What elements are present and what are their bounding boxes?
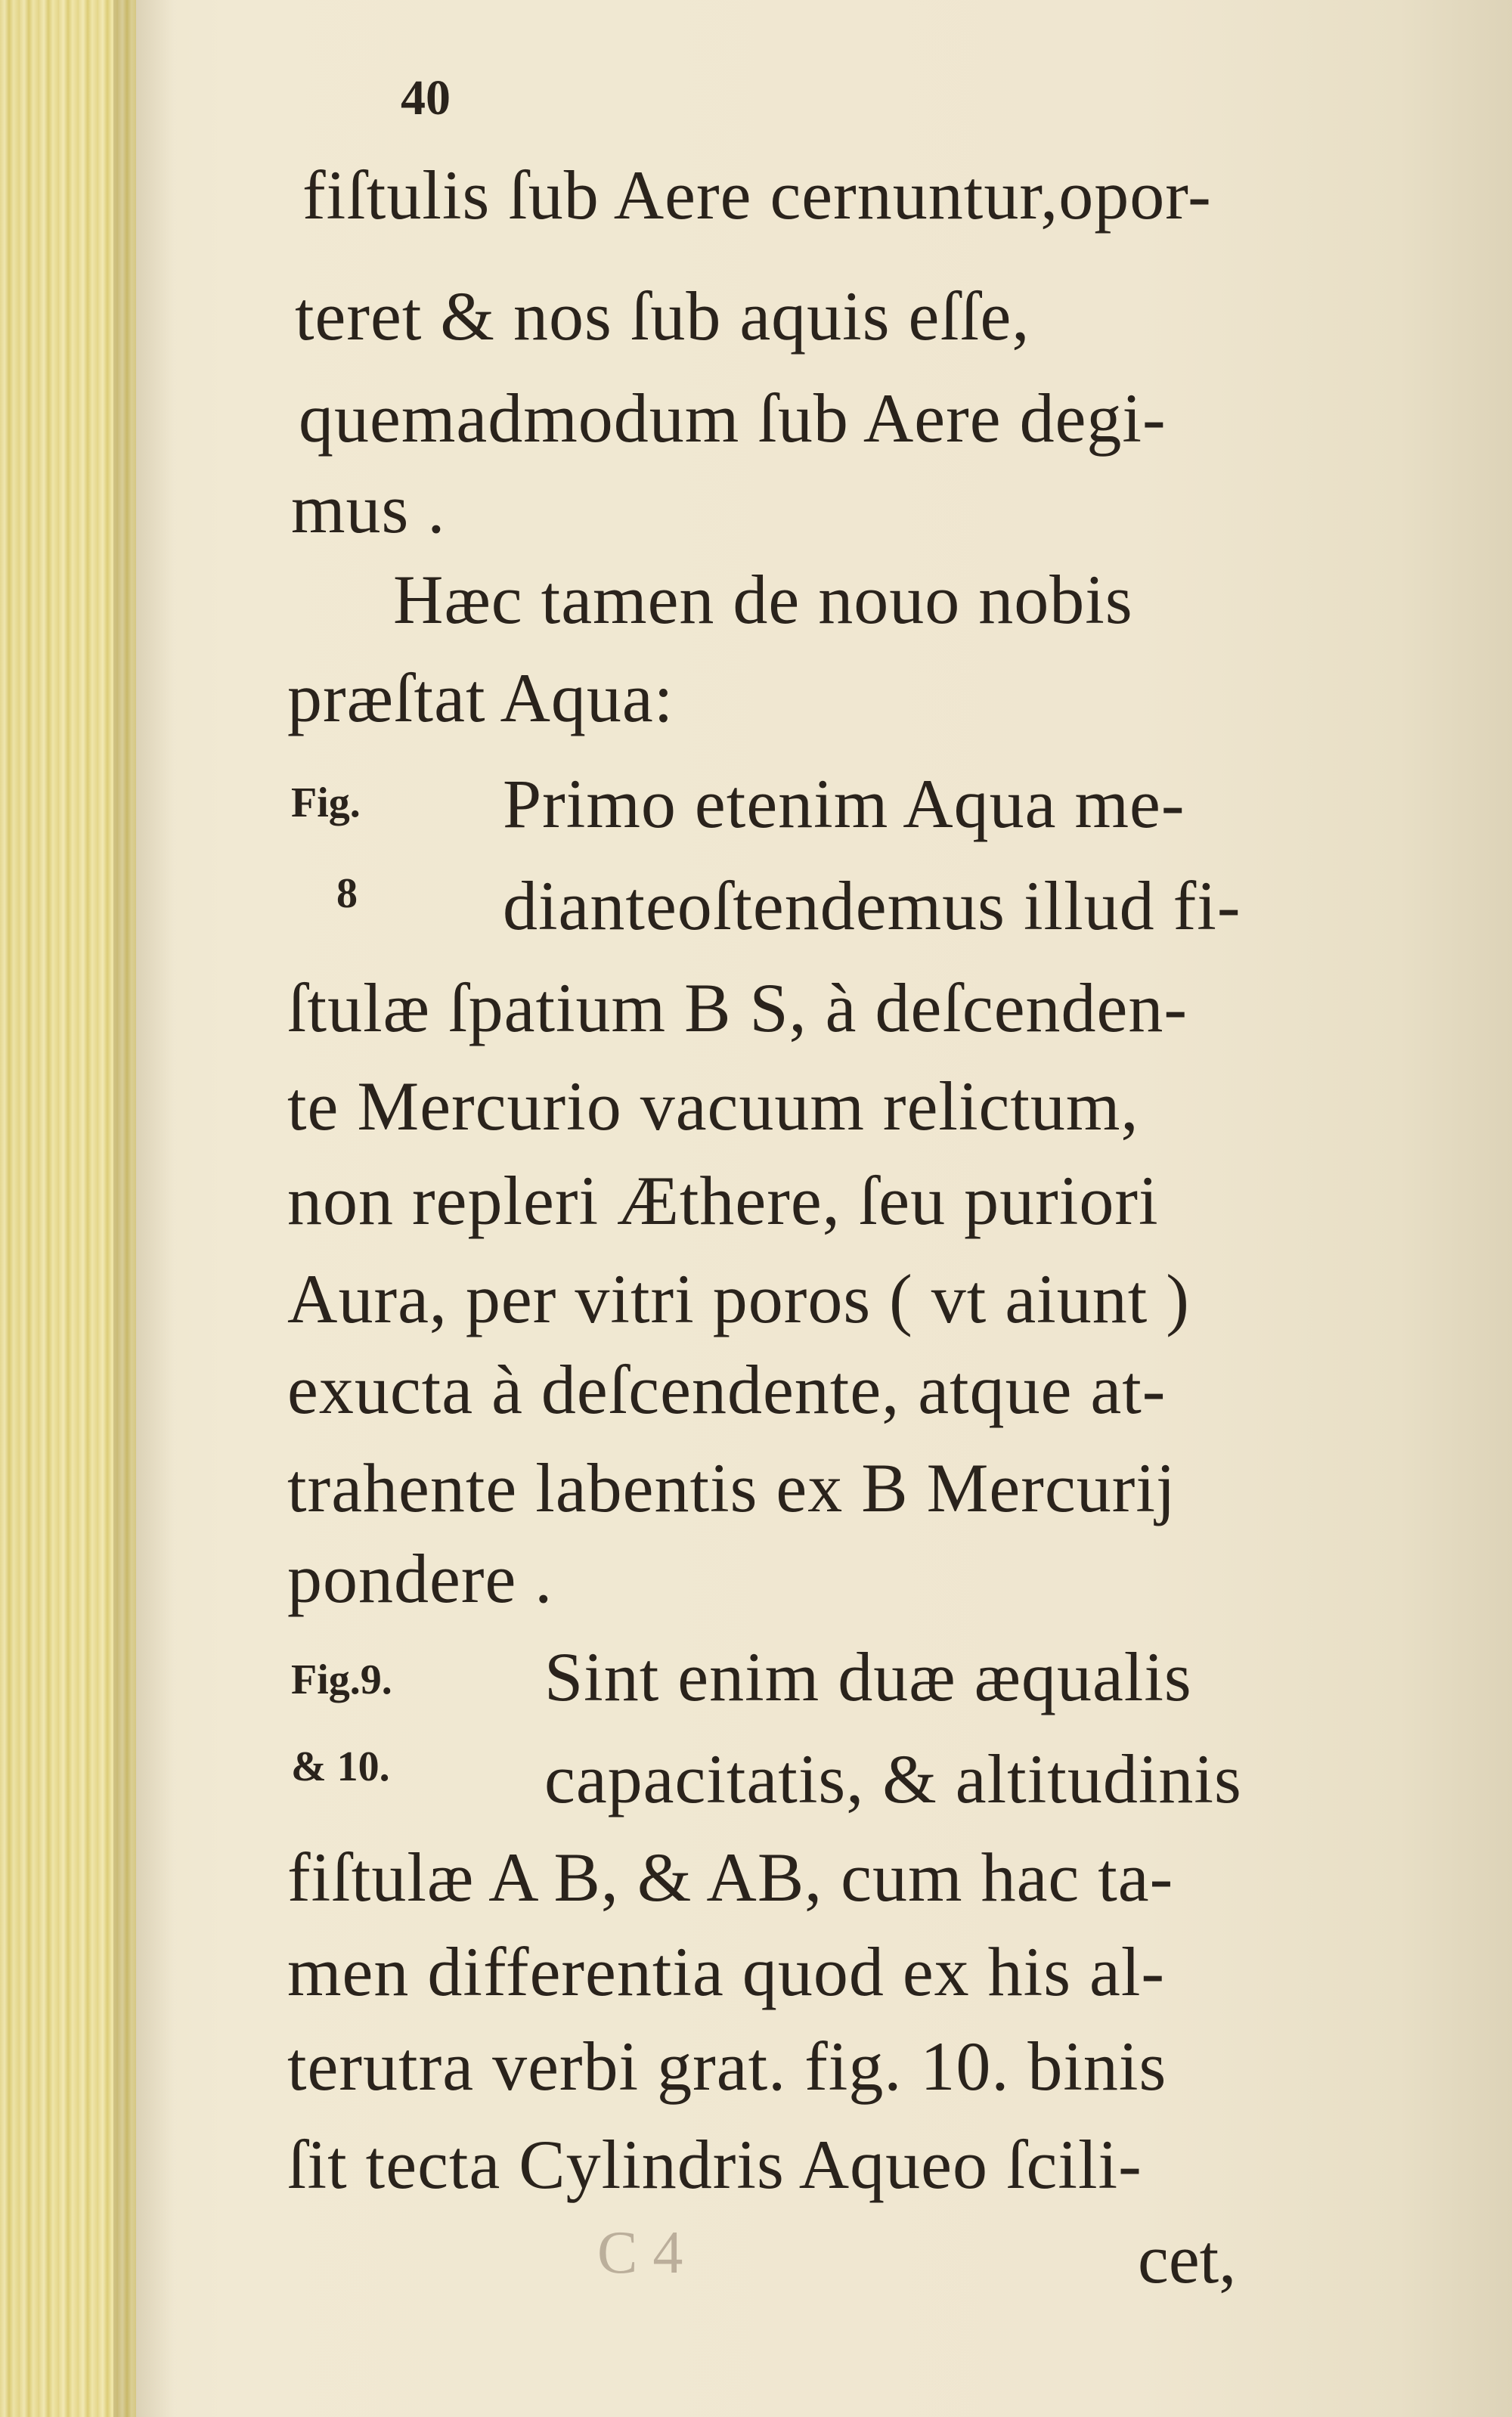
text-line: trahente labentis ex B Mercurij xyxy=(287,1449,1176,1526)
margin-fig-10-label: & 10. xyxy=(291,1743,390,1790)
text-line: Primo etenim Aqua me- xyxy=(503,765,1185,842)
margin-fig-label: Fig. xyxy=(291,779,361,826)
text-line: exucta à deſcendente, atque at- xyxy=(287,1351,1167,1428)
text-line: mus . xyxy=(291,470,446,547)
text-line: teret & nos ſub aquis eſſe, xyxy=(295,277,1030,355)
page-number: 40 xyxy=(401,70,451,125)
text-line: pondere . xyxy=(287,1540,553,1617)
text-line: fiſtulæ A B, & AB, cum hac ta- xyxy=(287,1839,1174,1916)
margin-fig-9-label: Fig.9. xyxy=(291,1656,392,1703)
signature-mark: C 4 xyxy=(597,2220,683,2286)
text-line: Hæc tamen de nouo nobis xyxy=(393,561,1133,638)
text-line: men differentia quod ex his al- xyxy=(287,1933,1166,2010)
gutter-shadow xyxy=(113,0,174,2417)
text-line: terutra verbi grat. fig. 10. binis xyxy=(287,2028,1167,2105)
text-line: dianteoſtendemus illud fi- xyxy=(503,867,1241,944)
text-line: Sint enim duæ æqualis xyxy=(544,1638,1192,1715)
margin-fig-number: 8 xyxy=(336,870,358,917)
text-line: præſtat Aqua: xyxy=(287,659,674,736)
text-line: capacitatis, & altitudinis xyxy=(544,1740,1242,1817)
text-line: te Mercurio vacuum relictum, xyxy=(287,1068,1139,1145)
text-line: non repleri Æthere, ſeu puriori xyxy=(287,1162,1159,1239)
text-line: ſtulæ ſpatium B S, à deſcenden- xyxy=(287,969,1188,1046)
text-line: ſit tecta Cylindris Aqueo ſcili- xyxy=(287,2126,1142,2203)
text-line: fiſtulis ſub Aere cernuntur,opor- xyxy=(302,156,1212,234)
text-line: Aura, per vitri poros ( vt aiunt ) xyxy=(287,1260,1190,1337)
text-line: quemadmodum ſub Aere degi- xyxy=(299,380,1167,457)
catchword: cet, xyxy=(1138,2220,1237,2298)
